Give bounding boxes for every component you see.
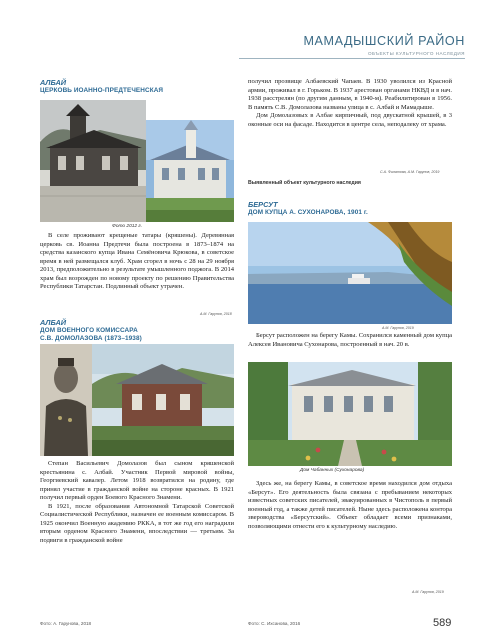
domolazov-text-continued — [248, 78, 452, 129]
photo-domolazov-house — [92, 344, 234, 456]
photo-sukhonarov-house — [248, 362, 452, 466]
section-heading: ДОМ ВОЕННОГО КОМИССАРА — [40, 327, 138, 334]
sukhonarov-text — [248, 480, 452, 531]
paragraph: Здесь же, на берегу Камы, в советское время находился дом отдыха «Берсут». Его деятельность была связана с пребыванием некоторых известных советских писателей, эвакуированных в Чистополь в первый военный год, а также детей писателей. Ныне здесь расположена контора звероводства «Берсутский». Объект обладает всеми признаками, позволяющими отнести его к культурному наследию. — [248, 480, 452, 530]
location-label: АЛБАЙ — [40, 78, 67, 87]
photo-caption: Дом Чабанных (Сухонарова) — [300, 468, 365, 473]
photo-kama-river — [248, 222, 452, 324]
paragraph: Степан Васильевич Домолазов был сыном кряшенской крестьянина с. Албай. Участник Первой мировой войны, Георгиевский кавалер. Летом 1918 возвратился на родину, где принял участие в гражданской войне на стороне красных. В 1921 получил первый орден Боевого Красного Знамени. — [40, 460, 234, 502]
chapter-title: МАМАДЫШСКИЙ РАЙОН — [303, 34, 465, 48]
photo-credit: Фото: С. Ихсанова, 2016 — [248, 621, 301, 626]
paragraph: В селе проживают крещеные татары (кряшены). Деревянная церковь св. Иоанна Предтечи была построена в 1873–1874 на средства казанского купца Ивана Семёновича Крюкова, в советское время в ней размещался клуб. Храм сгорел в ночь с 28 на 29 ноября 2013, предположительно в результате умышленного поджога. В 2014 храм был возрожден по новому проекту по решению Правительства Республики Татарстан. Подлинный объект утрачен. — [40, 232, 234, 291]
location-label: БЕРСУТ — [248, 200, 278, 209]
location-label: АЛБАЙ — [40, 318, 67, 327]
status-tag: Выявленный объект культурного наследия — [248, 180, 361, 186]
page-number: 589 — [433, 617, 452, 629]
author-credit: А.М. Гарунов, 2019 — [382, 326, 414, 330]
photo-credit: Фото: А. Гарунова, 2018 — [40, 621, 92, 626]
section-bersut — [248, 200, 452, 217]
section-church — [40, 78, 230, 95]
header-divider — [239, 58, 465, 59]
paragraph: Берсут расположен на берегу Камы. Сохранился каменный дом купца Алексея Ивановича Сухонарова, построенный в нач. 20 в. — [248, 332, 452, 348]
church-text — [40, 232, 234, 292]
paragraph: В 1921, после образования Автономной Татарской Советской Социалистической Республики, назначен ее военным комиссаром. В 1925 окончил Военную академию РККА, в тот же год его наградили вторым орденом Красного Знамени, впоследствии — третьим. За подвиги в гражданской войне — [40, 502, 234, 544]
author-credit: А.М. Гарунов, 2018 — [200, 312, 232, 316]
section-domolazov — [40, 318, 234, 344]
photo-old-church — [40, 100, 146, 222]
photo-caption: Фото 2012 г. — [112, 224, 143, 229]
section-heading: ЦЕРКОВЬ ИОАННО-ПРЕДТЕЧЕНСКАЯ — [40, 87, 164, 94]
chapter-subtitle: ОБЪЕКТЫ КУЛЬТУРНОГО НАСЛЕДИЯ — [367, 51, 465, 56]
author-credit: С.А. Филатова, А.М. Гарунов, 2019 — [380, 170, 440, 174]
author-credit: А.М. Гарунов, 2019 — [412, 590, 444, 594]
photo-new-church — [146, 120, 234, 222]
paragraph: Дом Домолазовых в Албае кирпичный, под двускатной крышей, в 3 оконные оси на фасаде. Находится в центре села, неподалеку от храма. — [248, 112, 452, 128]
bersut-text — [248, 332, 452, 349]
section-heading: ДОМ КУПЦА А. СУХОНАРОВА, 1901 г. — [248, 209, 368, 216]
paragraph: получил прозвище Албаевский Чапаев. В 1930 уволился из Красной армии, проживал в г. Горьком. В 1937 арестован органами НКВД и в нач. 1938 расстрелян (по другим данным, в 1940-м). Реабилитирован в 1956. В память С.В. Домолазова названы улица в с. Албай и Мамадыше. — [248, 78, 452, 111]
section-heading-line2: С.В. ДОМОЛАЗОВА (1873–1938) — [40, 335, 142, 343]
photo-portrait — [40, 344, 92, 456]
domolazov-text — [40, 460, 234, 545]
